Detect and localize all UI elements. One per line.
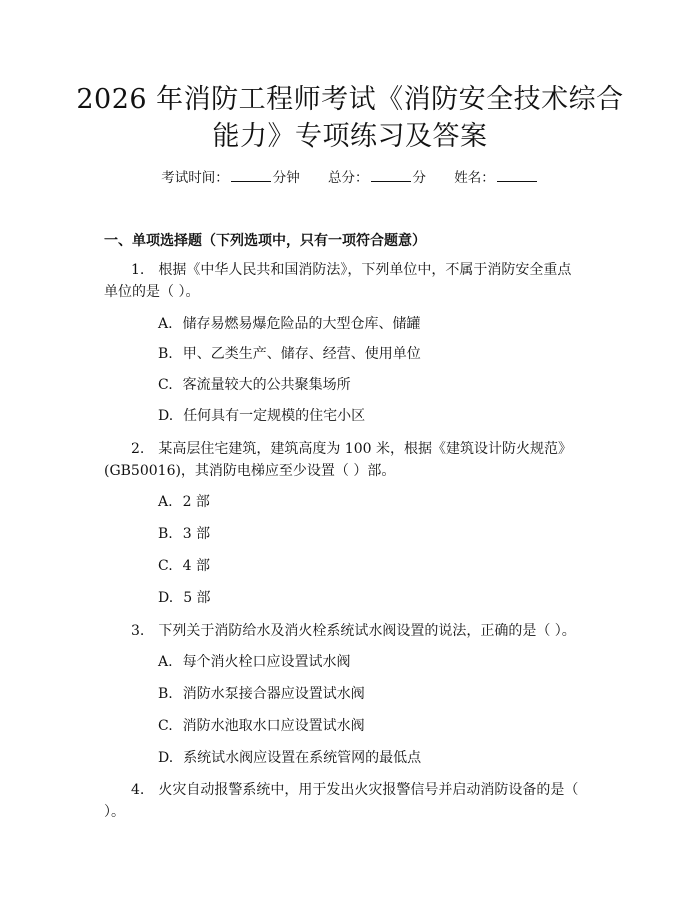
option-text: 2 部: [182, 494, 210, 510]
name-field: [454, 168, 539, 188]
question-3: [104, 620, 584, 642]
option-label: B.: [158, 346, 173, 362]
question-text: 下列关于消防给水及消火栓系统试水阀设置的说法，正确的是（ ）。: [158, 623, 576, 639]
question-2-option-a: [158, 492, 210, 512]
question-3-option-d: [158, 748, 421, 768]
name-blank: [497, 169, 537, 182]
question-number: 4.: [131, 782, 145, 798]
option-text: 任何具有一定规模的住宅小区: [183, 408, 366, 424]
question-1-option-c: [158, 375, 351, 395]
total-score-unit: 分: [412, 170, 426, 186]
total-score-field: [328, 168, 426, 188]
question-2-option-d: [158, 588, 211, 608]
option-label: A.: [158, 494, 173, 510]
question-text: 火灾自动报警系统中，用于发出火灾报警信号并启动消防设备的是（ ）。: [104, 782, 579, 820]
option-text: 客流量较大的公共聚集场所: [182, 377, 351, 393]
exam-time-label: 考试时间：: [161, 170, 229, 186]
exam-info-line: [0, 168, 700, 188]
option-label: A.: [158, 316, 173, 332]
option-text: 消防水池取水口应设置试水阀: [182, 718, 365, 734]
exam-time-field: [161, 168, 300, 188]
question-3-option-b: [158, 684, 365, 704]
question-2: [104, 438, 584, 482]
option-text: 储存易燃易爆危险品的大型仓库、储罐: [182, 316, 421, 332]
option-label: B.: [158, 526, 173, 542]
question-number: 3.: [131, 623, 145, 639]
total-score-blank: [371, 169, 411, 182]
question-text: 根据《中华人民共和国消防法》，下列单位中，不属于消防安全重点单位的是（ ）。: [104, 262, 572, 300]
exam-time-unit: 分钟: [272, 170, 300, 186]
question-1-option-b: [158, 344, 421, 364]
page-title-line-1: 2026 年消防工程师考试《消防安全技术综合: [76, 84, 624, 115]
question-3-option-c: [158, 716, 365, 736]
question-1: [104, 259, 584, 303]
section-heading: 一、单项选择题（下列选项中，只有一项符合题意）: [104, 233, 426, 249]
question-1-option-d: [158, 406, 365, 426]
option-label: D.: [158, 590, 174, 606]
option-text: 3 部: [182, 526, 211, 542]
question-number: 1.: [131, 262, 145, 278]
option-text: 甲、乙类生产、储存、经营、使用单位: [182, 346, 421, 362]
option-label: A.: [158, 654, 173, 670]
page-title-line-2: 能力》专项练习及答案: [212, 121, 488, 152]
option-label: C.: [158, 558, 173, 574]
question-number: 2.: [131, 441, 145, 457]
total-score-label: 总分：: [328, 170, 369, 186]
option-text: 4 部: [182, 558, 211, 574]
option-label: B.: [158, 686, 173, 702]
question-1-option-a: [158, 314, 421, 334]
name-label: 姓名：: [454, 170, 495, 186]
option-label: C.: [158, 377, 173, 393]
question-4: [104, 779, 584, 823]
option-text: 消防水泵接合器应设置试水阀: [182, 686, 365, 702]
question-text: 某高层住宅建筑，建筑高度为 100 米，根据《建筑设计防火规范》(GB50016)，其消防电梯应至少设置（ ）部。: [104, 441, 572, 479]
option-text: 每个消火栓口应设置试水阀: [182, 654, 351, 670]
option-label: D.: [158, 408, 174, 424]
question-3-option-a: [158, 652, 351, 672]
option-label: D.: [158, 750, 174, 766]
question-2-option-b: [158, 524, 210, 544]
exam-time-blank: [231, 169, 271, 182]
option-text: 5 部: [183, 590, 211, 606]
question-2-option-c: [158, 556, 210, 576]
option-text: 系统试水阀应设置在系统管网的最低点: [183, 750, 422, 766]
option-label: C.: [158, 718, 173, 734]
